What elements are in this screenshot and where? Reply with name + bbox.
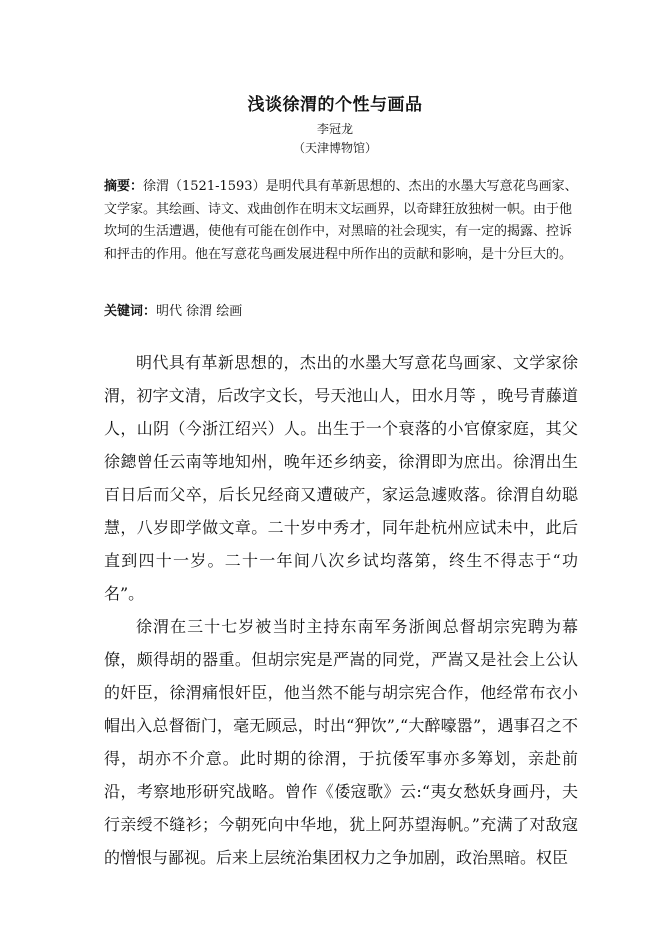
body-paragraph-1: 明代具有革新思想的，杰出的水墨大写意花鸟画家、文学家徐渭，初字文清，后改字文长，号天池山人，田水月等 ，晚号青藤道人，山阴（今浙江绍兴）人。出生于一个衰落的小官僚家庭，其父徐鏓曾任云南等地知州，晚年还乡纳妾，徐渭即为庶出。徐渭出生百日后而父卒，后长兄经商又遭破产，家运急遽败落。徐渭自幼聪慧，八岁即学做文章。二十岁中秀才，同年赴杭州应试未中，此后直到四十一岁。二十一年间八次乡试均落第，终生不得志于“功名”。 — [104, 353, 578, 603]
keywords-label: 关键词： — [104, 304, 157, 319]
body-paragraph-2: 徐渭在三十七岁被当时主持东南军务浙闽总督胡宗宪聘为幕僚，颇得胡的器重。但胡宗宪是严嵩的同党，严嵩又是社会上公认的奸臣，徐渭痛恨奸臣，他当然不能与胡宗宪合作，他经常布衣小帽出入总督衙门，毫无顾忌，时出“狎饮”,“大醉嚎嚣”，遇事召之不得，胡亦不介意。此时期的徐渭，于抗倭军事亦多筹划，亲赴前沿，考察地形研究战略。曾作《倭寇歌》云:“夷女愁妖身画丹，夫行亲绶不缝衫；今朝死向中华地，犹上阿苏望海帆。”充满了对敌寇的憎恨与鄙视。后来上层统治集团权力之争加剧，政治黑暗。权臣 — [104, 617, 578, 867]
keywords-text: 明代 徐渭 绘画 — [156, 304, 243, 319]
abstract-label: 摘要： — [104, 179, 144, 194]
abstract — [104, 176, 578, 266]
body-text — [104, 346, 578, 874]
paper-title: 浅谈徐渭的个性与画品 — [247, 95, 423, 115]
keywords — [104, 301, 578, 323]
abstract-text: 徐渭（1521-1593）是明代具有革新思想的、杰出的水墨大写意花鸟画家、文学家。其绘画、诗文、戏曲创作在明末文坛画界，以奇肆狂放独树一帜。由于他坎坷的生活遭遇，使他有可能在创作中，对黑暗的社会现实，有一定的揭露、控诉和抨击的作用。他在写意花鸟画发展进程中所作出的贡献和影响，是十分巨大的。 — [104, 179, 578, 262]
author-name: 李冠龙 — [316, 122, 353, 136]
author-affiliation: （天津博物馆） — [292, 141, 377, 155]
